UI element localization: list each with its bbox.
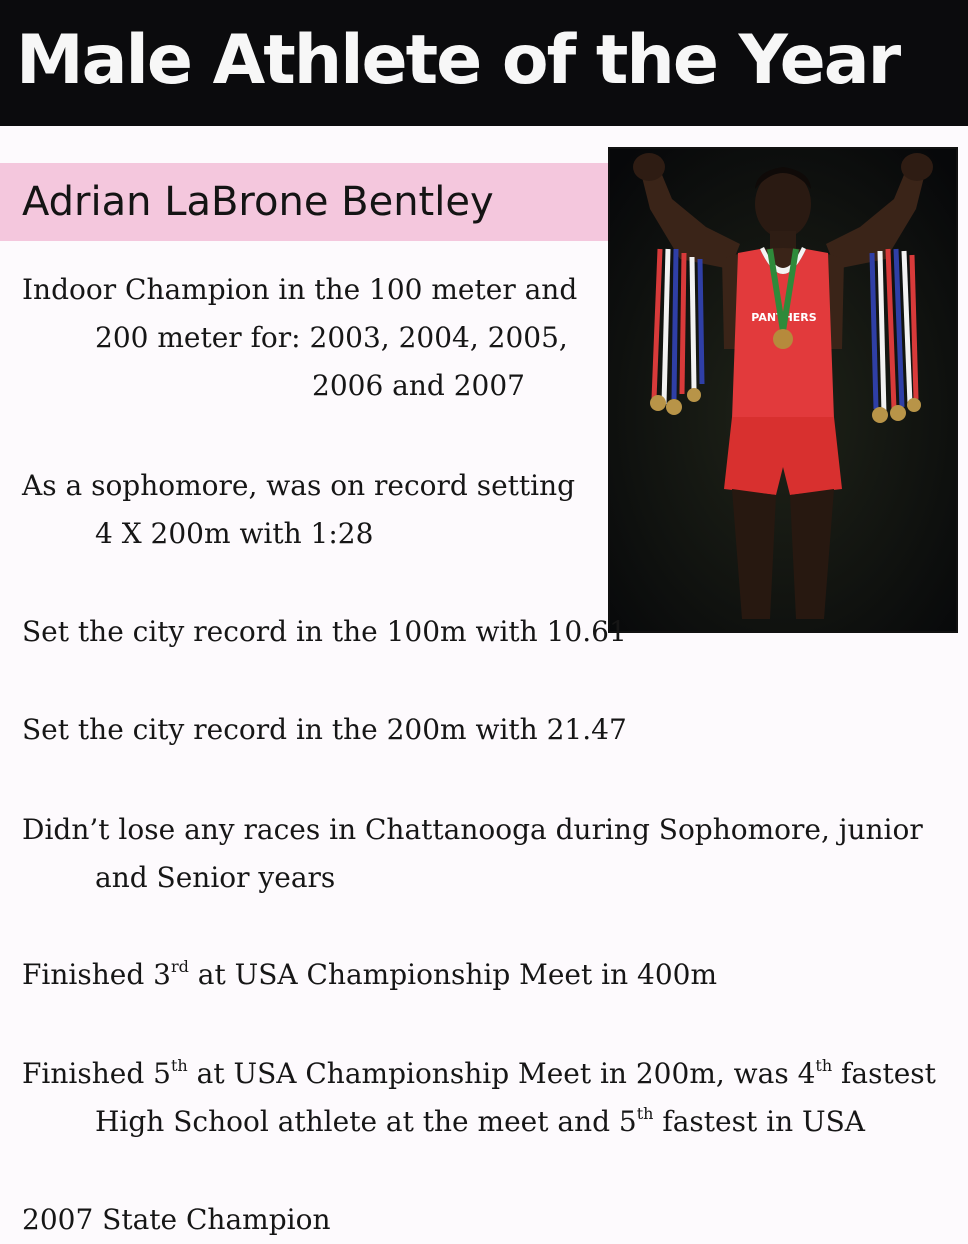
accomplishment-city-record-200m [22,706,627,754]
accomplishment-usa-200m [22,1050,936,1146]
accomplishment-line: 2007 State Champion [22,1203,331,1236]
accomplishment-line [22,314,577,362]
accomplishment-relay [22,462,575,558]
accomplishment-city-record-100m [22,608,627,656]
accomplishment-state-champion [22,1196,330,1244]
athlete-name: Adrian LaBrone Bentley [22,179,494,225]
accomplishment-line: Indoor Champion in the 100 meter and [22,273,578,306]
athlete-photo [608,147,958,633]
athlete-name-band [0,163,608,241]
accomplishment-undefeated [22,806,923,902]
page-title: Male Athlete of the Year [16,21,900,100]
accomplishment-usa-400m [22,951,717,999]
title-bar [0,0,968,126]
accomplishment-line: 4 X 200m with 1:28 [95,517,374,550]
accomplishment-years: 2003, 2004, 2005, [309,321,568,354]
accomplishment-line: Set the city record in the 100m with 10.61 [22,615,627,648]
accomplishment-line: Finished 5th at USA Championship Meet in 200m, was 4th fastest [22,1056,936,1090]
accomplishment-label: 200 meter for: [95,321,301,354]
accomplishment-line: Didn’t lose any races in Chattanooga during Sophomore, junior [22,813,923,846]
accomplishment-line: Finished 3rd at USA Championship Meet in 400m [22,957,718,991]
jersey-text: PANTHERS [751,311,817,324]
accomplishment-line: As a sophomore, was on record setting [22,469,576,502]
accomplishment-line: High School athlete at the meet and 5th fastest in USA [95,1104,866,1138]
accomplishment-line: Set the city record in the 200m with 21.47 [22,713,627,746]
accomplishment-indoor-champion [22,266,577,410]
accomplishment-line: and Senior years [95,861,336,894]
accomplishment-line: 2006 and 2007 [312,369,525,402]
